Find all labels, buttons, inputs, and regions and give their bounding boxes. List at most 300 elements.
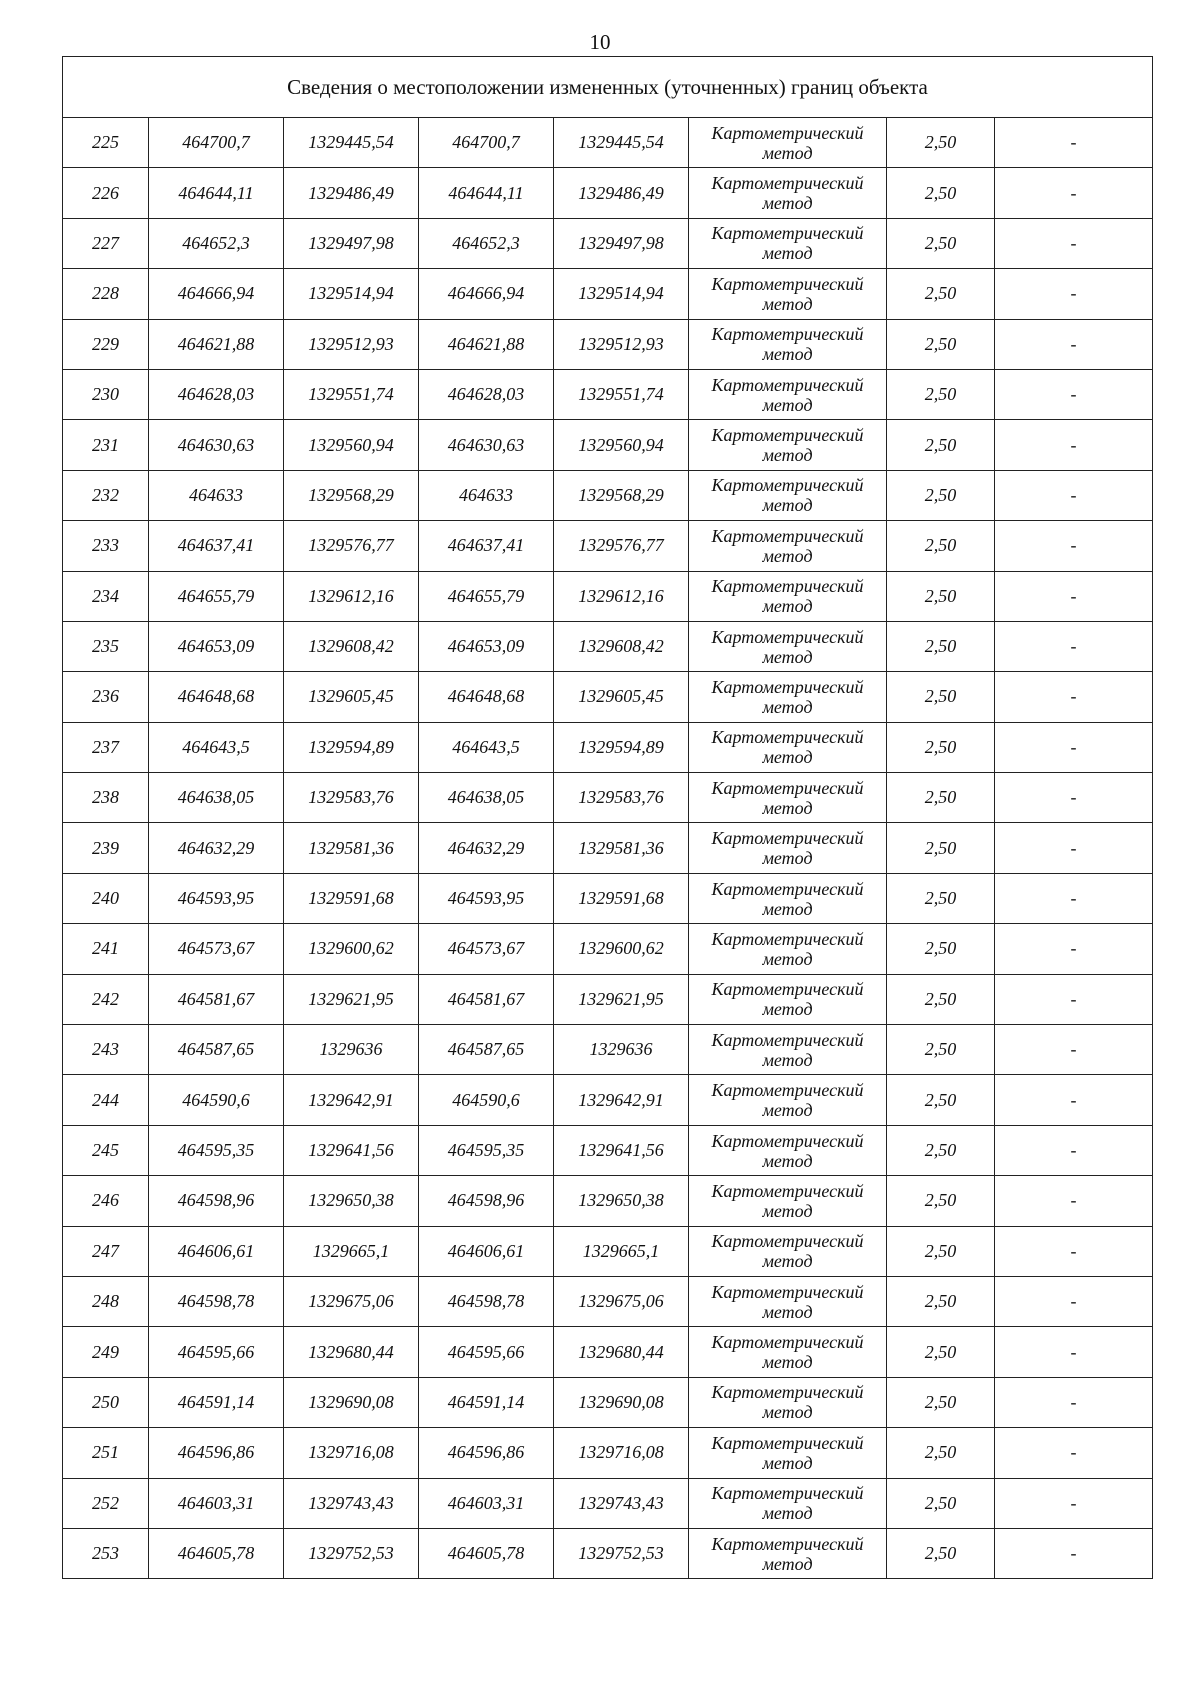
method-line-2: метод: [762, 1251, 813, 1272]
method-line-2: метод: [762, 1150, 813, 1171]
point-number: 233: [63, 521, 149, 571]
point-description: -: [995, 924, 1153, 974]
accuracy: 2,50: [887, 823, 995, 873]
table-row: [63, 722, 1153, 772]
point-number: 225: [63, 118, 149, 168]
method-line-1: Картометрический: [711, 374, 864, 395]
updated-x: 464632,29: [419, 823, 554, 873]
method-line-2: метод: [762, 445, 813, 466]
point-description: -: [995, 823, 1153, 873]
table-row: [63, 1377, 1153, 1427]
existing-x: 464652,3: [149, 218, 284, 268]
method-line-1: Картометрический: [711, 525, 864, 546]
accuracy: 2,50: [887, 571, 995, 621]
table-row: [63, 218, 1153, 268]
updated-x: 464591,14: [419, 1377, 554, 1427]
determination-method: [689, 672, 887, 722]
point-description: -: [995, 1125, 1153, 1175]
updated-x: 464648,68: [419, 672, 554, 722]
method-line-2: метод: [762, 193, 813, 214]
updated-x: 464637,41: [419, 521, 554, 571]
point-description: -: [995, 571, 1153, 621]
point-number: 244: [63, 1075, 149, 1125]
accuracy: 2,50: [887, 1025, 995, 1075]
point-number: 236: [63, 672, 149, 722]
existing-x: 464593,95: [149, 873, 284, 923]
updated-y: 1329675,06: [554, 1276, 689, 1326]
existing-y: 1329675,06: [284, 1276, 419, 1326]
point-number: 228: [63, 269, 149, 319]
method-line-1: Картометрический: [711, 928, 864, 949]
table-row: [63, 924, 1153, 974]
existing-y: 1329605,45: [284, 672, 419, 722]
table-row: [63, 1226, 1153, 1276]
updated-x: 464666,94: [419, 269, 554, 319]
updated-x: 464630,63: [419, 420, 554, 470]
point-number: 226: [63, 168, 149, 218]
existing-y: 1329551,74: [284, 369, 419, 419]
existing-y: 1329576,77: [284, 521, 419, 571]
determination-method: [689, 823, 887, 873]
existing-y: 1329514,94: [284, 269, 419, 319]
updated-x: 464644,11: [419, 168, 554, 218]
method-line-2: метод: [762, 999, 813, 1020]
method-line-2: метод: [762, 1049, 813, 1070]
accuracy: 2,50: [887, 420, 995, 470]
determination-method: [689, 1327, 887, 1377]
point-number: 238: [63, 773, 149, 823]
existing-x: 464632,29: [149, 823, 284, 873]
point-description: -: [995, 369, 1153, 419]
point-number: 251: [63, 1428, 149, 1478]
existing-x: 464644,11: [149, 168, 284, 218]
determination-method: [689, 118, 887, 168]
accuracy: 2,50: [887, 621, 995, 671]
accuracy: 2,50: [887, 873, 995, 923]
determination-method: [689, 1428, 887, 1478]
existing-y: 1329636: [284, 1025, 419, 1075]
accuracy: 2,50: [887, 1075, 995, 1125]
updated-x: 464596,86: [419, 1428, 554, 1478]
accuracy: 2,50: [887, 1226, 995, 1276]
determination-method: [689, 1377, 887, 1427]
updated-y: 1329576,77: [554, 521, 689, 571]
existing-y: 1329612,16: [284, 571, 419, 621]
accuracy: 2,50: [887, 1377, 995, 1427]
table-row: [63, 420, 1153, 470]
table-row: [63, 168, 1153, 218]
determination-method: [689, 420, 887, 470]
method-line-1: Картометрический: [711, 173, 864, 194]
method-line-1: Картометрический: [711, 1533, 864, 1554]
accuracy: 2,50: [887, 521, 995, 571]
method-line-2: метод: [762, 1352, 813, 1373]
determination-method: [689, 1025, 887, 1075]
table-row: [63, 269, 1153, 319]
existing-y: 1329716,08: [284, 1428, 419, 1478]
existing-y: 1329621,95: [284, 974, 419, 1024]
table-row: [63, 823, 1153, 873]
method-line-2: метод: [762, 243, 813, 264]
method-line-2: метод: [762, 596, 813, 617]
updated-x: 464652,3: [419, 218, 554, 268]
point-number: 250: [63, 1377, 149, 1427]
method-line-2: метод: [762, 1301, 813, 1322]
table-row: [63, 873, 1153, 923]
updated-y: 1329690,08: [554, 1377, 689, 1427]
point-description: -: [995, 1478, 1153, 1528]
existing-y: 1329743,43: [284, 1478, 419, 1528]
determination-method: [689, 873, 887, 923]
updated-y: 1329636: [554, 1025, 689, 1075]
determination-method: [689, 1276, 887, 1326]
existing-y: 1329752,53: [284, 1528, 419, 1578]
method-line-2: метод: [762, 646, 813, 667]
existing-x: 464590,6: [149, 1075, 284, 1125]
point-number: 230: [63, 369, 149, 419]
point-description: -: [995, 319, 1153, 369]
point-description: -: [995, 521, 1153, 571]
method-line-1: Картометрический: [711, 122, 864, 143]
point-description: -: [995, 168, 1153, 218]
point-description: -: [995, 420, 1153, 470]
existing-x: 464628,03: [149, 369, 284, 419]
point-description: -: [995, 722, 1153, 772]
method-line-1: Картометрический: [711, 828, 864, 849]
determination-method: [689, 168, 887, 218]
determination-method: [689, 218, 887, 268]
point-description: -: [995, 1528, 1153, 1578]
existing-x: 464598,96: [149, 1176, 284, 1226]
updated-y: 1329551,74: [554, 369, 689, 419]
existing-x: 464587,65: [149, 1025, 284, 1075]
updated-y: 1329680,44: [554, 1327, 689, 1377]
updated-x: 464581,67: [419, 974, 554, 1024]
existing-y: 1329486,49: [284, 168, 419, 218]
method-line-2: метод: [762, 1100, 813, 1121]
existing-y: 1329560,94: [284, 420, 419, 470]
determination-method: [689, 369, 887, 419]
existing-y: 1329650,38: [284, 1176, 419, 1226]
existing-y: 1329581,36: [284, 823, 419, 873]
point-number: 245: [63, 1125, 149, 1175]
point-number: 239: [63, 823, 149, 873]
method-line-1: Картометрический: [711, 1332, 864, 1353]
table-title-row: [63, 57, 1153, 118]
determination-method: [689, 319, 887, 369]
point-description: -: [995, 873, 1153, 923]
accuracy: 2,50: [887, 369, 995, 419]
updated-y: 1329642,91: [554, 1075, 689, 1125]
method-line-2: метод: [762, 545, 813, 566]
updated-y: 1329560,94: [554, 420, 689, 470]
point-description: -: [995, 1226, 1153, 1276]
existing-x: 464595,35: [149, 1125, 284, 1175]
updated-x: 464598,96: [419, 1176, 554, 1226]
table-row: [63, 319, 1153, 369]
updated-y: 1329665,1: [554, 1226, 689, 1276]
updated-x: 464700,7: [419, 118, 554, 168]
existing-x: 464573,67: [149, 924, 284, 974]
point-number: 227: [63, 218, 149, 268]
boundary-coordinates-table: [62, 56, 1153, 1579]
table-row: [63, 571, 1153, 621]
existing-x: 464621,88: [149, 319, 284, 369]
updated-x: 464653,09: [419, 621, 554, 671]
existing-x: 464643,5: [149, 722, 284, 772]
updated-x: 464587,65: [419, 1025, 554, 1075]
point-description: -: [995, 773, 1153, 823]
determination-method: [689, 571, 887, 621]
method-line-2: метод: [762, 747, 813, 768]
determination-method: [689, 269, 887, 319]
point-number: 249: [63, 1327, 149, 1377]
accuracy: 2,50: [887, 722, 995, 772]
determination-method: [689, 974, 887, 1024]
determination-method: [689, 621, 887, 671]
existing-x: 464598,78: [149, 1276, 284, 1326]
method-line-2: метод: [762, 495, 813, 516]
existing-x: 464581,67: [149, 974, 284, 1024]
existing-x: 464603,31: [149, 1478, 284, 1528]
existing-y: 1329591,68: [284, 873, 419, 923]
accuracy: 2,50: [887, 672, 995, 722]
updated-y: 1329641,56: [554, 1125, 689, 1175]
existing-x: 464700,7: [149, 118, 284, 168]
updated-y: 1329583,76: [554, 773, 689, 823]
point-number: 252: [63, 1478, 149, 1528]
method-line-2: метод: [762, 1553, 813, 1574]
point-description: -: [995, 269, 1153, 319]
table-row: [63, 1125, 1153, 1175]
point-description: -: [995, 1176, 1153, 1226]
method-line-1: Картометрический: [711, 1130, 864, 1151]
method-line-2: метод: [762, 898, 813, 919]
table-title: Сведения о местоположении измененных (уточненных) границ объекта: [63, 57, 1153, 118]
existing-y: 1329600,62: [284, 924, 419, 974]
updated-x: 464655,79: [419, 571, 554, 621]
point-description: -: [995, 1428, 1153, 1478]
point-number: 240: [63, 873, 149, 923]
existing-y: 1329680,44: [284, 1327, 419, 1377]
method-line-1: Картометрический: [711, 1483, 864, 1504]
existing-x: 464648,68: [149, 672, 284, 722]
updated-y: 1329605,45: [554, 672, 689, 722]
updated-y: 1329650,38: [554, 1176, 689, 1226]
method-line-2: метод: [762, 394, 813, 415]
point-description: -: [995, 974, 1153, 1024]
table-row: [63, 1528, 1153, 1578]
table-row: [63, 672, 1153, 722]
method-line-2: метод: [762, 1503, 813, 1524]
point-description: -: [995, 470, 1153, 520]
point-number: 234: [63, 571, 149, 621]
point-number: 232: [63, 470, 149, 520]
accuracy: 2,50: [887, 1528, 995, 1578]
point-description: -: [995, 218, 1153, 268]
point-number: 247: [63, 1226, 149, 1276]
existing-y: 1329568,29: [284, 470, 419, 520]
existing-x: 464666,94: [149, 269, 284, 319]
method-line-1: Картометрический: [711, 626, 864, 647]
point-number: 246: [63, 1176, 149, 1226]
table-row: [63, 1025, 1153, 1075]
existing-x: 464630,63: [149, 420, 284, 470]
table-row: [63, 621, 1153, 671]
method-line-1: Картометрический: [711, 273, 864, 294]
table-row: [63, 521, 1153, 571]
determination-method: [689, 1528, 887, 1578]
point-number: 242: [63, 974, 149, 1024]
table-row: [63, 1428, 1153, 1478]
table-row: [63, 773, 1153, 823]
accuracy: 2,50: [887, 218, 995, 268]
method-line-1: Картометрический: [711, 1281, 864, 1302]
existing-y: 1329497,98: [284, 218, 419, 268]
existing-y: 1329608,42: [284, 621, 419, 671]
method-line-1: Картометрический: [711, 1382, 864, 1403]
page-number: 10: [589, 30, 611, 54]
determination-method: [689, 773, 887, 823]
point-number: 231: [63, 420, 149, 470]
updated-y: 1329716,08: [554, 1428, 689, 1478]
point-number: 248: [63, 1276, 149, 1326]
method-line-2: метод: [762, 948, 813, 969]
method-line-1: Картометрический: [711, 1029, 864, 1050]
method-line-1: Картометрический: [711, 676, 864, 697]
method-line-1: Картометрический: [711, 475, 864, 496]
method-line-1: Картометрический: [711, 979, 864, 1000]
method-line-2: метод: [762, 696, 813, 717]
existing-x: 464591,14: [149, 1377, 284, 1427]
existing-y: 1329512,93: [284, 319, 419, 369]
point-description: -: [995, 1075, 1153, 1125]
point-description: -: [995, 1025, 1153, 1075]
updated-y: 1329743,43: [554, 1478, 689, 1528]
updated-y: 1329445,54: [554, 118, 689, 168]
point-number: 229: [63, 319, 149, 369]
updated-x: 464573,67: [419, 924, 554, 974]
updated-y: 1329612,16: [554, 571, 689, 621]
point-number: 241: [63, 924, 149, 974]
table-row: [63, 1276, 1153, 1326]
method-line-1: Картометрический: [711, 425, 864, 446]
accuracy: 2,50: [887, 1428, 995, 1478]
existing-y: 1329594,89: [284, 722, 419, 772]
method-line-2: метод: [762, 797, 813, 818]
point-description: -: [995, 1276, 1153, 1326]
updated-x: 464621,88: [419, 319, 554, 369]
point-description: -: [995, 672, 1153, 722]
point-description: -: [995, 621, 1153, 671]
point-number: 243: [63, 1025, 149, 1075]
determination-method: [689, 1176, 887, 1226]
updated-y: 1329600,62: [554, 924, 689, 974]
method-line-1: Картометрический: [711, 576, 864, 597]
updated-y: 1329752,53: [554, 1528, 689, 1578]
accuracy: 2,50: [887, 773, 995, 823]
method-line-2: метод: [762, 142, 813, 163]
accuracy: 2,50: [887, 1478, 995, 1528]
updated-x: 464603,31: [419, 1478, 554, 1528]
table-row: [63, 1075, 1153, 1125]
existing-y: 1329690,08: [284, 1377, 419, 1427]
accuracy: 2,50: [887, 1125, 995, 1175]
method-line-1: Картометрический: [711, 1231, 864, 1252]
updated-x: 464605,78: [419, 1528, 554, 1578]
method-line-2: метод: [762, 848, 813, 869]
existing-x: 464638,05: [149, 773, 284, 823]
method-line-1: Картометрический: [711, 878, 864, 899]
accuracy: 2,50: [887, 269, 995, 319]
determination-method: [689, 1226, 887, 1276]
table-row: [63, 118, 1153, 168]
updated-x: 464638,05: [419, 773, 554, 823]
accuracy: 2,50: [887, 118, 995, 168]
determination-method: [689, 470, 887, 520]
method-line-1: Картометрический: [711, 223, 864, 244]
updated-y: 1329497,98: [554, 218, 689, 268]
accuracy: 2,50: [887, 1276, 995, 1326]
table-row: [63, 1176, 1153, 1226]
updated-y: 1329514,94: [554, 269, 689, 319]
existing-x: 464595,66: [149, 1327, 284, 1377]
point-description: -: [995, 118, 1153, 168]
updated-y: 1329608,42: [554, 621, 689, 671]
existing-y: 1329665,1: [284, 1226, 419, 1276]
determination-method: [689, 521, 887, 571]
existing-y: 1329445,54: [284, 118, 419, 168]
method-line-2: метод: [762, 293, 813, 314]
updated-x: 464643,5: [419, 722, 554, 772]
existing-y: 1329583,76: [284, 773, 419, 823]
accuracy: 2,50: [887, 1176, 995, 1226]
accuracy: 2,50: [887, 1327, 995, 1377]
existing-x: 464596,86: [149, 1428, 284, 1478]
point-description: -: [995, 1377, 1153, 1427]
updated-x: 464598,78: [419, 1276, 554, 1326]
updated-y: 1329512,93: [554, 319, 689, 369]
table-row: [63, 470, 1153, 520]
accuracy: 2,50: [887, 319, 995, 369]
updated-x: 464593,95: [419, 873, 554, 923]
existing-x: 464606,61: [149, 1226, 284, 1276]
table-row: [63, 974, 1153, 1024]
updated-y: 1329568,29: [554, 470, 689, 520]
table-body: [63, 57, 1153, 1579]
point-description: -: [995, 1327, 1153, 1377]
point-number: 253: [63, 1528, 149, 1578]
determination-method: [689, 1478, 887, 1528]
method-line-2: метод: [762, 1402, 813, 1423]
determination-method: [689, 924, 887, 974]
updated-x: 464595,66: [419, 1327, 554, 1377]
table-row: [63, 1327, 1153, 1377]
method-line-1: Картометрический: [711, 1432, 864, 1453]
method-line-2: метод: [762, 1200, 813, 1221]
point-number: 237: [63, 722, 149, 772]
updated-y: 1329591,68: [554, 873, 689, 923]
existing-x: 464653,09: [149, 621, 284, 671]
updated-x: 464633: [419, 470, 554, 520]
updated-y: 1329581,36: [554, 823, 689, 873]
existing-y: 1329642,91: [284, 1075, 419, 1125]
updated-y: 1329621,95: [554, 974, 689, 1024]
accuracy: 2,50: [887, 974, 995, 1024]
accuracy: 2,50: [887, 168, 995, 218]
method-line-2: метод: [762, 1452, 813, 1473]
existing-y: 1329641,56: [284, 1125, 419, 1175]
